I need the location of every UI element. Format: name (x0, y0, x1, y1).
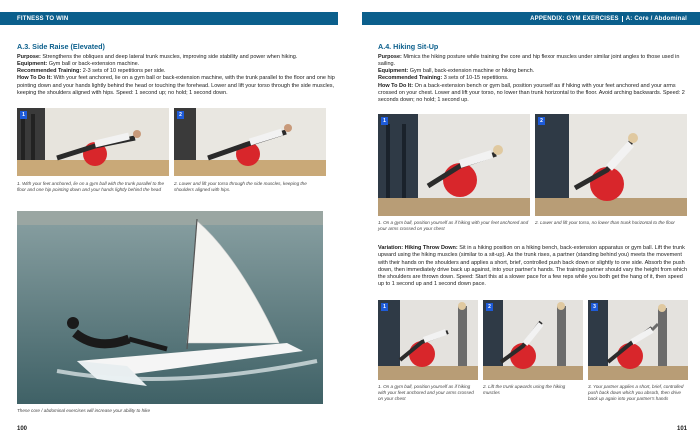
sailing-photo-caption: These core / abdominal exercises will increase your ability to hike (17, 408, 151, 413)
page-number-left: 100 (17, 426, 28, 432)
caption-1: 1. With your feet anchored, lie on a gym ball with the trunk parallel to the floor and one hip pointing down and your hands lightly behind the head (17, 181, 165, 193)
header-left-label: FITNESS TO WIN (17, 15, 69, 22)
photo-number-badge: 2 (177, 111, 184, 119)
page-number-right: 101 (676, 426, 687, 432)
equipment-text: Gym ball, back-extension machine or hiking bench. (409, 68, 535, 74)
howto-text: With your feet anchored, lie on a gym ball or back-extension machine, with the trunk parallel to the floor and one hip pointing down and your hands lightly behind the head or touching the forehead. Lower and lift your torso through the side muscles, keeping the shoulders aligned with hips. Speed: 1 second up; no hold; 1 second down. (17, 75, 335, 96)
purpose-text: Strengthens the obliques and deep lateral trunk muscles, improving side stability and power when hiking. (42, 53, 298, 60)
training-label: Recommended Training: (378, 75, 443, 82)
exercise-a4-text (378, 42, 688, 104)
throw-down-photo-2 (483, 300, 583, 380)
exercise-a3-text (17, 42, 335, 97)
equipment-label: Equipment: (17, 60, 48, 67)
training-text: 3 sets of 10-15 repetitions. (443, 75, 509, 82)
training-label: Recommended Training: (17, 68, 82, 74)
equipment-label: Equipment: (378, 68, 409, 74)
variation-caption-3: 3. Your partner applies a short, brief, controlled push back down which you absorb, then drive back up again into your partner's hands (588, 384, 684, 402)
howto-label: How To Do It: (378, 82, 414, 89)
photo-number-badge: 2 (486, 303, 493, 311)
photo-number-badge: 1 (381, 117, 388, 125)
variation-text (378, 245, 688, 289)
side-raise-photo-2 (174, 108, 326, 176)
howto-text: On a back-extension bench or gym ball, position yourself as if hiking with your feet anchored and your arms crossed on your chest. Lower and lift your torso, no lower than trunk horizontal to the floor. Avoid arching backwards. Speed: 2 seconds down; no hold; 1 second up. (378, 82, 685, 103)
throw-down-photo-3 (588, 300, 688, 380)
header-bar-left (0, 12, 338, 25)
hiking-situp-photo-2 (535, 114, 687, 216)
hiking-situp-photo-1 (378, 114, 530, 216)
variation-label: Variation: Hiking Throw Down: (378, 245, 458, 251)
header-bar-right (362, 12, 700, 25)
equipment-text: Gym ball or back-extension machine. (48, 60, 140, 67)
exercise-title: A.4. Hiking Sit-Up (378, 42, 439, 51)
throw-down-photo-1 (378, 300, 478, 380)
variation-caption-2: 2. Lift the trunk upwards using the hiking muscles (483, 384, 566, 396)
exercise-title: A.3. Side Raise (Elevated) (17, 42, 105, 51)
caption-1: 1. On a gym ball, position yourself as if hiking with your feet anchored and your arms crossed on your chest (378, 220, 529, 232)
side-raise-photo-1 (17, 108, 169, 176)
purpose-label: Purpose: (378, 53, 402, 60)
training-text: 2-3 sets of 10 repetitions per side. (82, 68, 166, 74)
right-page (350, 0, 700, 442)
photo-number-badge: 3 (591, 303, 598, 311)
photo-number-badge: 1 (381, 303, 388, 311)
caption-2: 2. Lower and lift your torso, no lower than trunk horizontal to the floor (535, 220, 675, 225)
header-section-label: A: Core / Abdominal (622, 16, 687, 22)
caption-2: 2. Lower and lift your torso through the side muscles, keeping the shoulders aligned with hips. (174, 181, 307, 193)
howto-label: How To Do It: (17, 75, 53, 82)
photo-number-badge: 2 (538, 117, 545, 125)
photo-number-badge: 1 (20, 111, 27, 119)
sailing-photo (17, 211, 323, 404)
purpose-label: Purpose: (17, 53, 41, 60)
header-right-label: APPENDIX: GYM EXERCISES (530, 15, 619, 22)
purpose-text: Mimics the hiking posture while training the core and hip flexor muscles under similar joint angles to those used in sailing. (378, 53, 680, 67)
variation-caption-1: 1. On a gym ball, position yourself as if hiking with your feet anchored and your arms crossed on your chest (378, 384, 474, 402)
variation-body: Sit in a hiking position on a hiking bench, back-extension apparatus or gym ball. Lift the trunk upward using the hiking muscles (similar to a sit-up). As the trunk rises, a partner (standing behind you) meets the movement with their hands on the shoulders and applies a short, brief, controlled push back down or slightly to one side. Absorb the push down, then immediately drive back up against, into your partner's hands. The training partner should vary the height from which the shoulders are thrown down. Speed: Start this at a slower pace for a few reps while you both get the hang of it, then speed up to 1 second up and 1 second down pace. (378, 245, 688, 288)
